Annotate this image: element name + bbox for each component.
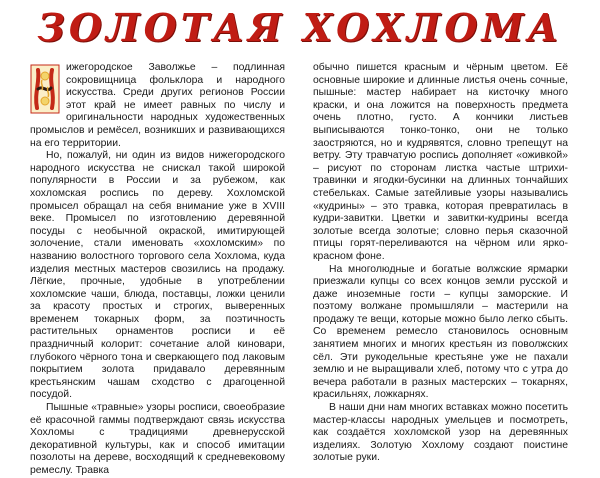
drop-cap-ornament (30, 64, 60, 114)
paragraph-patterns: Пышные «травные» узоры росписи, своеобразие её красочной гаммы подтверждают связь искусства Хохломы с традициями древнерусской декоративной культуры, как и способ имитации позолоты на дереве, восходящий к средневековому ремеслу. Травка (30, 402, 285, 476)
article-title: ЗОЛОТАЯ ХОХЛОМА (37, 5, 563, 50)
svg-text:Н: Н (44, 95, 46, 96)
right-column (313, 62, 568, 465)
paragraph-fairs: На многолюдные и богатые волжские ярмарки приезжали купцы со всех концов земли русской и даже иноземные гости – купцы заморские. И поэтому волжане промышляли – мастерили на продажу те вещи, которые можно было легко сбыть. Со временем ремесло становилось основным занятием многих и многих крестьян из поволжских сёл. Эти рукодельные крестьяне уже не пахали землю и не выращивали хлеб, потому что с утра до вечера работали в разных мастерских – токарнях, красильнях, ложкарнях. (313, 263, 568, 401)
paragraph-history: Но, пожалуй, ни один из видов нижегородского народного искусства не снискал такой широкой популярности в России и за рубежом, как хохломская роспись по дереву. Хохломской промысел обращал на себя внимание уже в XVIII веке. Промысел по изготовлению деревянной посуды с необычной окраской, имитирующей золочение, стали именовать «хохломским» по названию волостного торгового села Хохлома, куда изделия местных мастеров свозились на продажу. Лёгкие, прочные, удобные в употреблении хохломские чаши, блюда, поставцы, ложки ценили за красоту простых и строгих, выверенных временем токарных форм, за поэтичность растительных орнаментов росписи и её праздничный колорит: сочетание алой киновари, глубокого чёрного тона и сверкающего под лаковым покрытием золота придавало деревянным крестьянским чашам сходство с драгоценной посудой. (30, 150, 285, 401)
paragraph-technique: обычно пишется красным и чёрным цветом. Её основные широкие и длинные листья очень сочные, пышные: мастер набирает на кисточку много краски, и она ложится на поверхность предмета очень плотно, густо. А кончики листьев выписываются тонко-тонко, они не только заостряются, но и кудрявятся, словно трепещут на ветру. Эту травчатую роспись дополняет «оживкой» – рисуют по сторонам листка частые штрихи-травинки и ягодки-бусинки на длинных тончайших стебельках. Самые затейливые узоры назывались «кудрины» – это травка, которая превратилась в кудри-завитки. Цветки и завитки-кудрины всегда золотые всегда золотые; словно перья сказочной птицы горят-переливаются на чёрном или ярко-красном фоне. (313, 62, 568, 262)
paragraph-intro: ижегородское Заволжье – подлинная сокровищница фольклора и народного искусства. Среди других регионов России этот край не имеет равных по числу и оригинальности народных художественных промыслов и ремёсел, возникших и развивающихся на его территории. (30, 62, 285, 149)
left-column (30, 62, 285, 478)
drop-cap-letter-icon (30, 64, 60, 114)
paragraph-today: В наши дни нам многих вставках можно посетить мастер-классы народных умельцев и посмотреть, как создаётся хохломской узор на деревянных изделиях. Золотую Хохлому создают поистине золотые руки. (313, 402, 568, 464)
